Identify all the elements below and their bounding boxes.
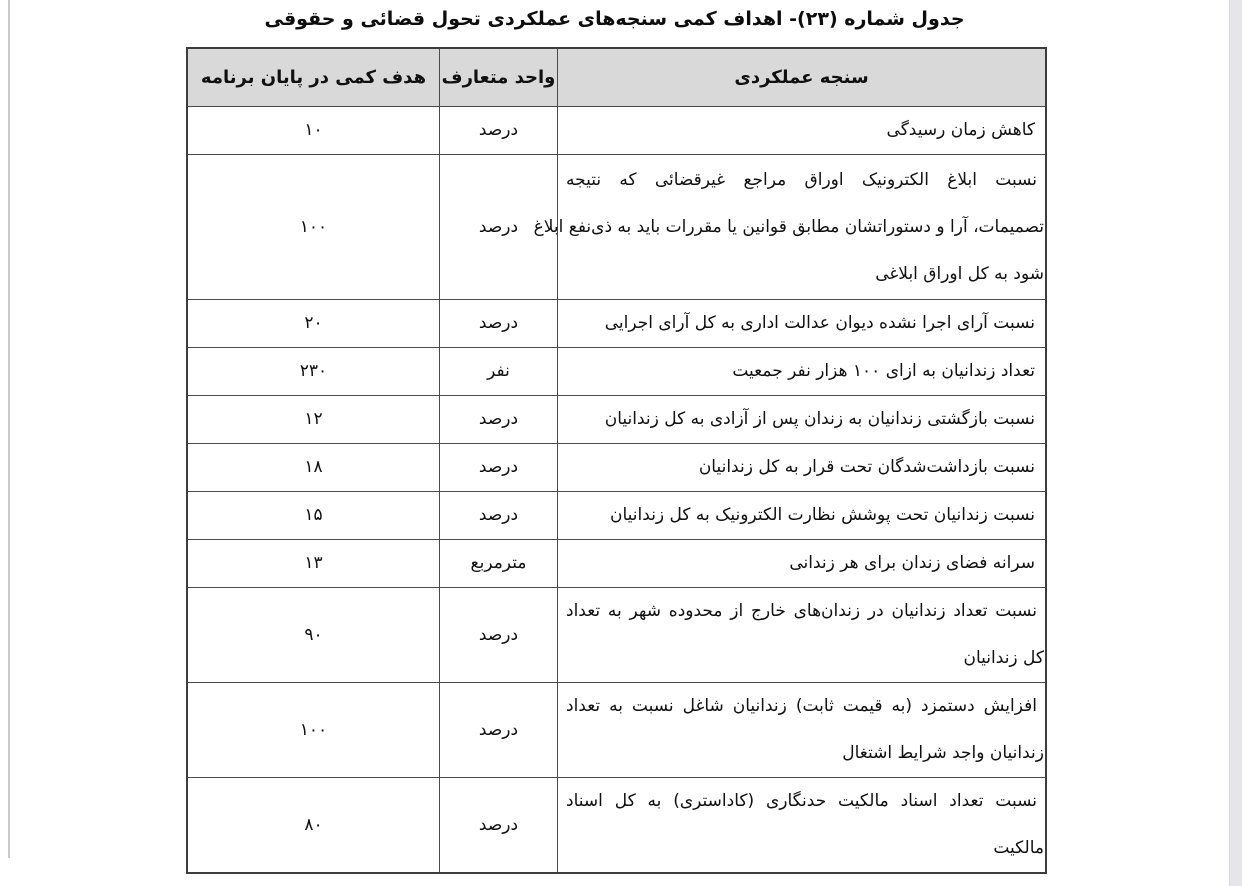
measure-cell bbox=[558, 107, 1045, 154]
target-value: ۲۳۰ bbox=[299, 361, 328, 381]
measure-line: نسبت بازگشتی زندانیان به زندان پس از آزادی به کل زندانیان bbox=[604, 409, 1035, 429]
unit-cell bbox=[440, 683, 558, 777]
measure-cell bbox=[558, 348, 1045, 395]
measure-cell bbox=[558, 300, 1045, 347]
measure-cell bbox=[533, 155, 1045, 299]
target-cell bbox=[188, 300, 440, 347]
unit-value: مترمربع bbox=[470, 553, 527, 573]
table-row bbox=[188, 778, 1045, 872]
unit-value: درصد bbox=[478, 216, 519, 237]
measure-cell bbox=[558, 778, 1045, 872]
header-target: هدف کمی در پایان برنامه bbox=[188, 49, 440, 106]
unit-value: نفر bbox=[487, 361, 510, 381]
target-cell bbox=[188, 348, 440, 395]
target-cell bbox=[188, 778, 440, 872]
unit-value: درصد bbox=[478, 719, 519, 740]
page-edge-line bbox=[8, 0, 10, 858]
measure-line: تصمیمات، آرا و دستوراتشان مطابق قوانین یا مقررات باید به ذی‌نفع ابلاغ bbox=[533, 216, 1044, 237]
target-cell bbox=[188, 444, 440, 491]
measure-line: کاهش زمان رسیدگی bbox=[886, 120, 1035, 140]
scrollbar-track[interactable] bbox=[1229, 0, 1242, 886]
measure-line: نسبت تعداد اسناد مالکیت حدنگاری (کاداستری) به کل اسناد bbox=[566, 791, 1037, 811]
measure-line: زندانیان واجد شرایط اشتغال bbox=[842, 743, 1044, 763]
unit-cell bbox=[440, 348, 558, 395]
measure-cell bbox=[558, 492, 1045, 539]
performance-measures-table bbox=[186, 47, 1047, 874]
unit-cell bbox=[440, 540, 558, 587]
measure-line: نسبت زندانیان تحت پوشش نظارت الکترونیک به کل زندانیان bbox=[610, 505, 1035, 525]
measure-line: شود به کل اوراق ابلاغی bbox=[875, 263, 1044, 284]
measure-line: نسبت آرای اجرا نشده دیوان عدالت اداری به کل آرای اجرایی bbox=[604, 313, 1035, 333]
table-row bbox=[188, 540, 1045, 588]
measure-line: سرانه فضای زندان برای هر زندانی bbox=[789, 553, 1035, 573]
unit-value: درصد bbox=[478, 505, 519, 525]
measure-cell bbox=[558, 540, 1045, 587]
table-row bbox=[188, 444, 1045, 492]
unit-cell bbox=[440, 588, 558, 682]
unit-cell bbox=[440, 396, 558, 443]
header-measure: سنجه عملکردی bbox=[734, 67, 869, 88]
measure-cell bbox=[558, 683, 1045, 777]
table-row bbox=[188, 492, 1045, 540]
target-value: ۸۰ bbox=[304, 814, 323, 835]
target-value: ۱۵ bbox=[304, 505, 323, 525]
target-cell bbox=[188, 540, 440, 587]
measure-line: کل زندانیان bbox=[963, 648, 1044, 668]
target-value: ۱۳ bbox=[304, 553, 323, 573]
unit-cell bbox=[440, 300, 558, 347]
table-row bbox=[188, 107, 1045, 155]
target-value: ۱۰۰ bbox=[299, 719, 328, 740]
header-unit: واحد متعارف bbox=[440, 49, 558, 106]
unit-value: درصد bbox=[478, 120, 519, 140]
unit-value: درصد bbox=[478, 624, 519, 645]
target-value: ۹۰ bbox=[304, 624, 323, 645]
target-value: ۲۰ bbox=[304, 313, 323, 333]
target-cell bbox=[188, 107, 440, 154]
table-row bbox=[188, 300, 1045, 348]
measure-cell bbox=[558, 588, 1045, 682]
target-value: ۱۸ bbox=[304, 457, 323, 477]
unit-value: درصد bbox=[478, 814, 519, 835]
target-cell bbox=[188, 396, 440, 443]
measure-line: نسبت ابلاغ الکترونیک اوراق مراجع غیرقضائی که نتیجه bbox=[566, 169, 1037, 190]
measure-cell bbox=[558, 396, 1045, 443]
unit-value: درصد bbox=[478, 409, 519, 429]
measure-line: مالکیت bbox=[993, 838, 1044, 858]
target-cell bbox=[188, 492, 440, 539]
target-value: ۱۰۰ bbox=[299, 216, 328, 237]
unit-value: درصد bbox=[478, 457, 519, 477]
unit-cell bbox=[440, 492, 558, 539]
unit-cell bbox=[440, 778, 558, 872]
unit-cell bbox=[440, 107, 558, 154]
table-row bbox=[188, 348, 1045, 396]
table-row bbox=[188, 396, 1045, 444]
table-header-row bbox=[188, 49, 1045, 107]
measure-line: افزایش دستمزد (به قیمت ثابت) زندانیان شاغل نسبت به تعداد bbox=[566, 696, 1037, 716]
target-cell bbox=[188, 588, 440, 682]
target-value: ۱۰ bbox=[304, 120, 323, 140]
unit-value: درصد bbox=[478, 313, 519, 333]
table-title: جدول شماره (۲۳)- اهداف کمی سنجه‌های عملکردی تحول قضائی و حقوقی bbox=[264, 8, 965, 30]
measure-line: نسبت بازداشت‌شدگان تحت قرار به کل زندانیان bbox=[698, 457, 1035, 477]
table-row bbox=[188, 155, 1045, 300]
target-cell bbox=[188, 683, 440, 777]
measure-line: نسبت تعداد زندانیان در زندان‌های خارج از محدوده شهر به تعداد bbox=[566, 601, 1037, 621]
unit-cell bbox=[440, 444, 558, 491]
measure-line: تعداد زندانیان به ازای ۱۰۰ هزار نفر جمعیت bbox=[732, 361, 1035, 381]
target-cell bbox=[188, 155, 440, 299]
table-row bbox=[188, 588, 1045, 683]
measure-cell bbox=[558, 444, 1045, 491]
table-row bbox=[188, 683, 1045, 778]
target-value: ۱۲ bbox=[304, 409, 323, 429]
